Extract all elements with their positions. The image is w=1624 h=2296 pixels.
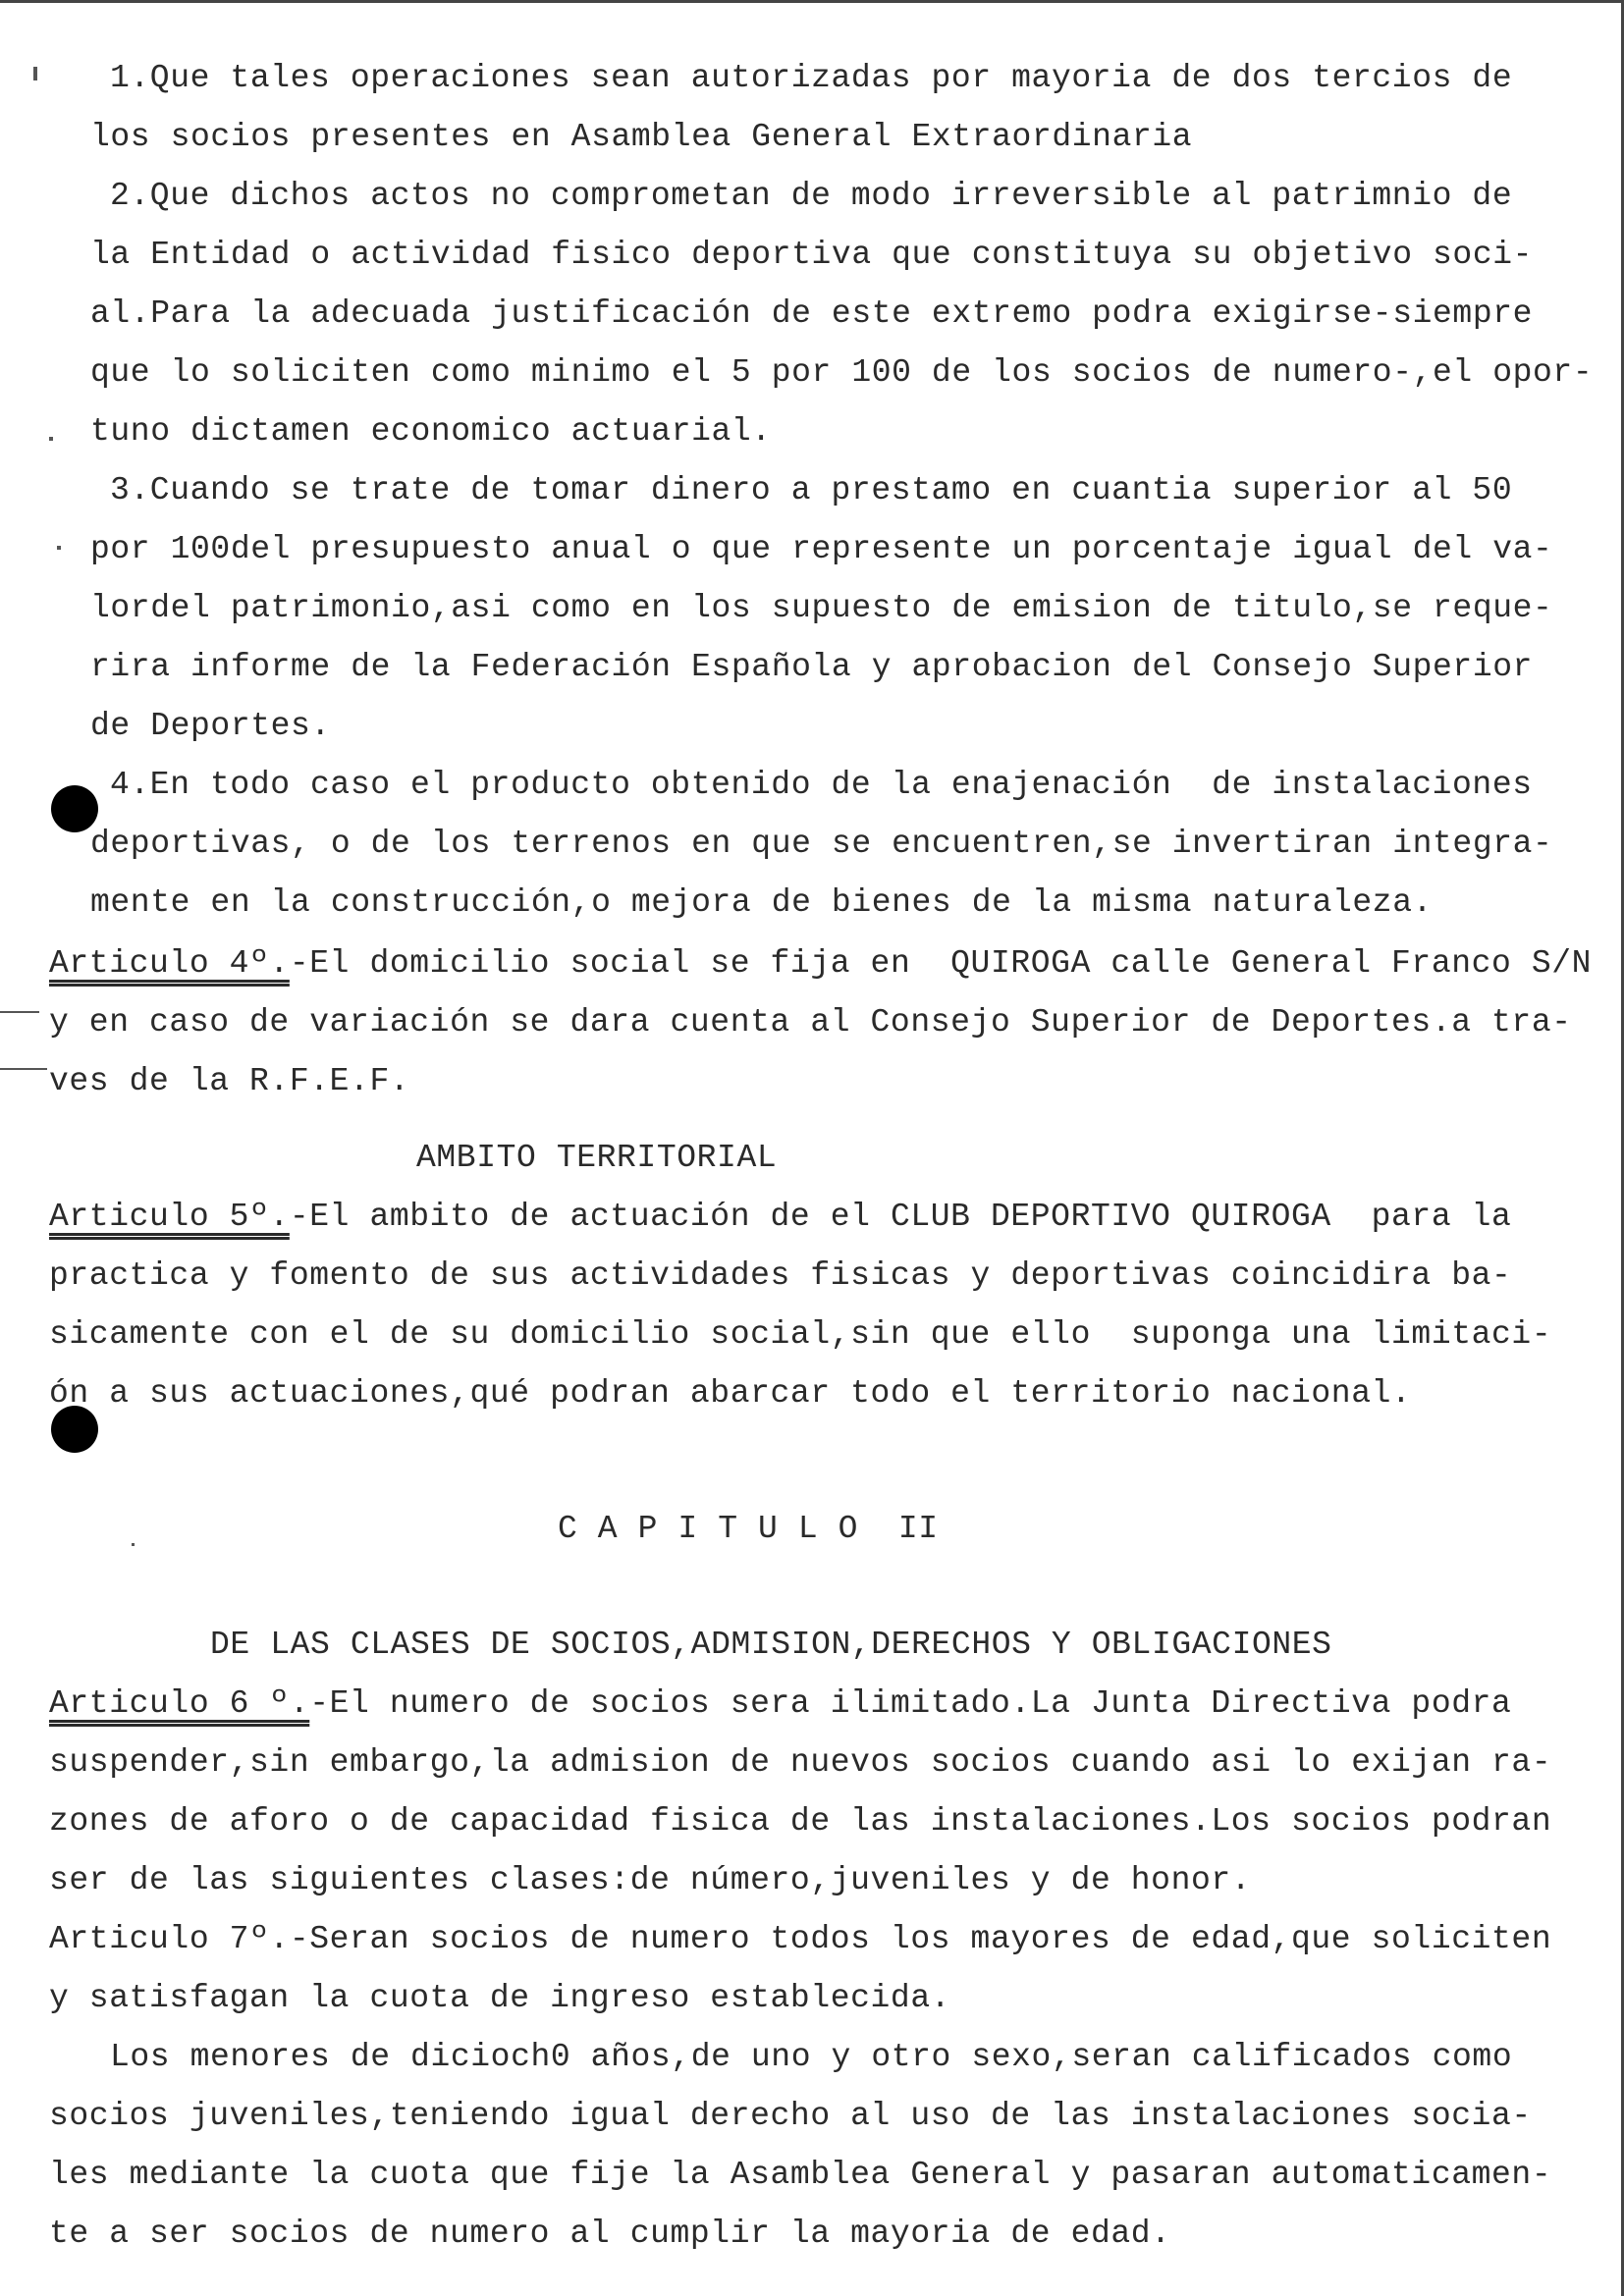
art7-line-2: y satisfagan la cuota de ingreso establecida. — [49, 1980, 951, 2016]
text-line-15: mente en la construcción,o mejora de bienes de la misma naturaleza. — [90, 884, 1434, 921]
art7-line-3: Los menores de dicioch0 años,de uno y otro sexo,seran calificados como — [110, 2039, 1513, 2075]
text-line-5: al.Para la adecuada justificación de este extremo podra exigirse-siempre — [90, 295, 1534, 332]
art4-line-3: ves de la R.F.E.F. — [49, 1063, 410, 1099]
art7-line-6: te a ser socios de numero al cumplir la mayoria de edad. — [49, 2216, 1171, 2252]
scan-mark — [49, 437, 53, 441]
art5-line-1 — [49, 1198, 1511, 1237]
text-line-1: 1.Que tales operaciones sean autorizadas por mayoria de dos tercios de — [110, 60, 1513, 96]
art4-text-1: -El domicilio social se fija en QUIROGA calle General Franco S/N — [289, 945, 1593, 982]
art5-line-3: sicamente con el de su domicilio social,sin que ello suponga una limitaci- — [49, 1316, 1552, 1353]
text-line-13: 4.En todo caso el producto obtenido de la enajenación de instalaciones — [110, 767, 1533, 803]
text-line-11: rira informe de la Federación Española y aprobacion del Consejo Superior — [90, 649, 1534, 685]
art7-line-1: Articulo 7º.-Seran socios de numero todos los mayores de edad,que soliciten — [49, 1921, 1552, 1957]
scan-top-border — [0, 0, 1624, 3]
text-line-10: lordel patrimonio,asi como en los supuesto de emision de titulo,se reque- — [90, 590, 1553, 626]
art5-line-2: practica y fomento de sus actividades fisicas y deportivas coincidira ba- — [49, 1257, 1512, 1294]
scan-mark — [0, 1011, 39, 1013]
text-line-6: que lo soliciten como minimo el 5 por 100 de los socios de numero-,el opor- — [90, 354, 1594, 391]
text-line-8: 3.Cuando se trate de tomar dinero a prestamo en cuantia superior al 50 — [110, 472, 1513, 508]
scan-mark — [132, 1543, 135, 1546]
art6-label: Articulo 6 º. — [49, 1685, 310, 1722]
text-line-3: 2.Que dichos actos no comprometan de modo irreversible al patrimnio de — [110, 178, 1513, 214]
art7-line-5: les mediante la cuota que fije la Asamblea General y pasaran automaticamen- — [49, 2157, 1552, 2193]
art5-text-1: -El ambito de actuación de el CLUB DEPORTIVO QUIROGA para la — [289, 1199, 1512, 1235]
clases-heading: DE LAS CLASES DE SOCIOS,ADMISION,DERECHOS Y OBLIGACIONES — [210, 1627, 1332, 1663]
ambito-heading: AMBITO TERRITORIAL — [416, 1140, 778, 1176]
art4-line-2: y en caso de variación se dara cuenta al Consejo Superior de Deportes.a tra- — [49, 1004, 1572, 1041]
text-line-4: la Entidad o actividad fisico deportiva que constituya su objetivo soci- — [90, 237, 1534, 273]
art7-line-4: socios juveniles,teniendo igual derecho al uso de las instalaciones socia- — [49, 2098, 1532, 2134]
art5-line-4: ón a sus actuaciones,qué podran abarcar todo el territorio nacional. — [49, 1375, 1412, 1412]
art6-line-3: zones de aforo o de capacidad fisica de las instalaciones.Los socios podran — [49, 1803, 1552, 1840]
art6-text-1: -El numero de socios sera ilimitado.La Junta Directiva podra — [309, 1685, 1512, 1722]
scan-mark — [0, 1068, 47, 1070]
art5-label: Articulo 5º. — [49, 1199, 290, 1235]
scan-mark — [33, 67, 37, 80]
text-line-9: por 100del presupuesto anual o que represente un porcentaje igual del va- — [90, 531, 1553, 567]
text-line-12: de Deportes. — [90, 708, 331, 744]
art6-line-1 — [49, 1684, 1511, 1724]
text-line-7: tuno dictamen economico actuarial. — [90, 413, 772, 450]
art4-label: Articulo 4º. — [49, 945, 290, 982]
art4-line-1 — [49, 944, 1592, 984]
text-line-14: deportivas, o de los terrenos en que se encuentren,se invertiran integra- — [90, 826, 1553, 862]
scan-mark — [57, 546, 61, 550]
art6-line-2: suspender,sin embargo,la admision de nuevos socios cuando asi lo exijan ra- — [49, 1744, 1552, 1781]
text-line-2: los socios presentes en Asamblea General Extraordinaria — [90, 119, 1193, 155]
art6-line-4: ser de las siguientes clases:de número,juveniles y de honor. — [49, 1862, 1252, 1898]
capitulo-heading: C A P I T U L O II — [558, 1511, 939, 1547]
